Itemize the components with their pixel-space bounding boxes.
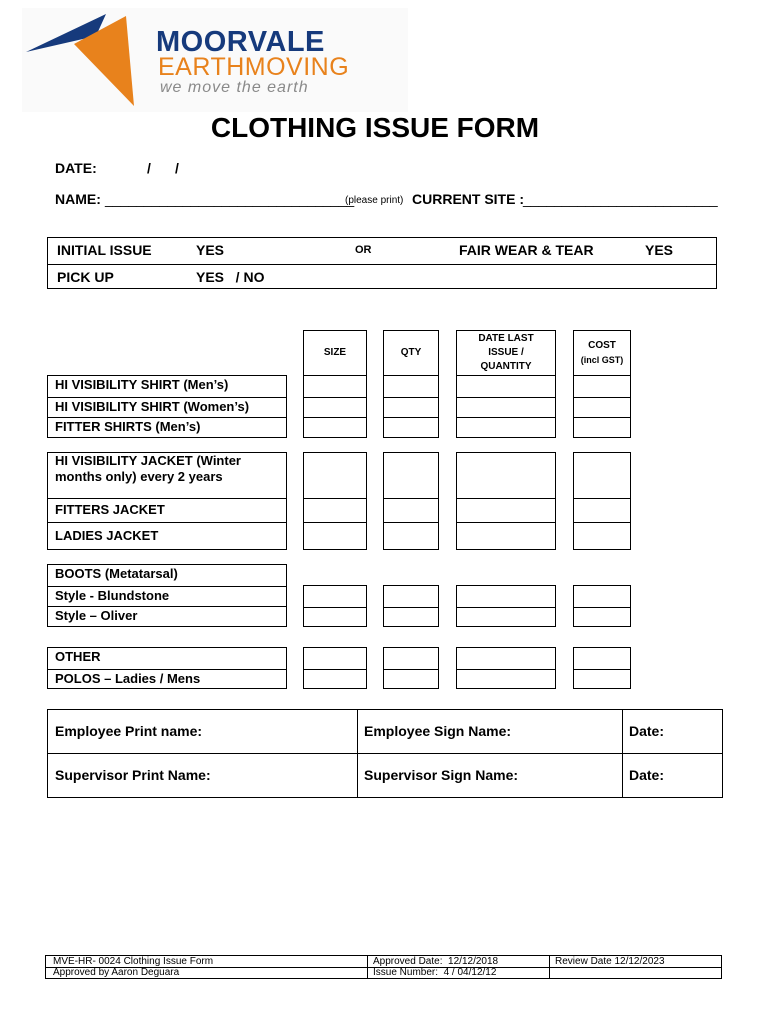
initial-issue-yes[interactable]: YES (196, 242, 225, 258)
divider (48, 753, 722, 754)
list-item (48, 586, 286, 606)
divider (622, 710, 623, 797)
date-last-cells[interactable] (456, 375, 556, 438)
footer-approved-date: Approved Date: 12/12/2018 (373, 956, 499, 967)
size-cells[interactable] (303, 585, 367, 627)
item-label: HI VISIBILITY SHIRT (Men’s) (55, 377, 229, 392)
supervisor-sign-name-field[interactable]: Supervisor Sign Name: (364, 767, 519, 783)
document-footer (45, 955, 722, 979)
item-label: Style – Oliver (55, 608, 138, 623)
size-cells[interactable] (303, 647, 367, 689)
column-header-size (303, 330, 367, 376)
item-label: OTHER (55, 649, 101, 664)
cost-cells[interactable] (573, 647, 631, 689)
list-item (48, 397, 286, 417)
item-label: LADIES JACKET (55, 528, 159, 543)
date-last-cells[interactable] (456, 452, 556, 550)
list-item (48, 648, 286, 669)
name-field[interactable]: ________________________________ (105, 191, 355, 207)
list-item (48, 453, 286, 498)
list-item (48, 376, 286, 397)
employee-sign-name-field[interactable]: Employee Sign Name: (364, 723, 512, 739)
footer-doc-id: MVE-HR- 0024 Clothing Issue Form (53, 956, 214, 967)
other-labels (47, 647, 287, 689)
cost-label: COST (588, 340, 616, 351)
item-label: HI VISIBILITY SHIRT (Women’s) (55, 399, 250, 414)
column-header-date-last (456, 330, 556, 376)
shirts-labels (47, 375, 287, 438)
item-label: POLOS – Ladies / Mens (55, 671, 201, 686)
signature-table (47, 709, 723, 798)
boots-labels (47, 564, 287, 627)
size-label: SIZE (323, 347, 347, 358)
site-field[interactable]: _________________________ (523, 191, 718, 207)
item-label: Style - Blundstone (55, 588, 170, 603)
fair-wear-label: FAIR WEAR & TEAR (459, 242, 594, 258)
supervisor-date-field[interactable]: Date: (629, 767, 665, 783)
item-label: BOOTS (Metatarsal) (55, 566, 178, 581)
employee-print-name-field[interactable]: Employee Print name: (55, 723, 203, 739)
divider (549, 956, 550, 978)
date-last-cells[interactable] (456, 647, 556, 689)
qty-cells[interactable] (383, 375, 439, 438)
date-label: DATE: (55, 160, 97, 176)
name-label: NAME: (55, 191, 101, 207)
site-label: CURRENT SITE : (412, 191, 524, 207)
fair-wear-yes[interactable]: YES (645, 242, 674, 258)
cost-note: (incl GST) (580, 355, 624, 365)
cost-cells[interactable] (573, 375, 631, 438)
footer-review-date: Review Date 12/12/2023 (555, 956, 665, 967)
item-label: HI VISIBILITY JACKET (Winter months only) every 2 years (55, 453, 241, 484)
logo-wordmark: MOORVALE (156, 26, 325, 58)
company-logo (22, 8, 408, 112)
date-last-cells[interactable] (456, 585, 556, 627)
list-item (48, 565, 286, 586)
cost-cells[interactable] (573, 452, 631, 550)
name-hint: (please print) (345, 195, 404, 206)
form-title: CLOTHING ISSUE FORM (210, 112, 540, 143)
size-cells[interactable] (303, 452, 367, 550)
divider (48, 264, 716, 265)
date-last-label: DATE LAST ISSUE / QUANTITY (478, 333, 534, 372)
list-item (48, 606, 286, 626)
qty-cells[interactable] (383, 452, 439, 550)
column-header-cost (573, 330, 631, 376)
or-label: OR (355, 244, 372, 256)
qty-cells[interactable] (383, 585, 439, 627)
date-separator: / (175, 160, 179, 176)
logo-tagline: we move the earth (160, 79, 309, 96)
qty-cells[interactable] (383, 647, 439, 689)
list-item (48, 669, 286, 688)
item-label: FITTER SHIRTS (Men’s) (55, 419, 201, 434)
logo-subwordmark: EARTHMOVING (158, 53, 350, 81)
issue-type-box (47, 237, 717, 289)
size-cells[interactable] (303, 375, 367, 438)
employee-date-field[interactable]: Date: (629, 723, 665, 739)
pickup-options[interactable]: YES / NO (196, 269, 265, 285)
column-header-qty (383, 330, 439, 376)
list-item (48, 417, 286, 437)
jackets-labels (47, 452, 287, 550)
date-separator: / (147, 160, 151, 176)
qty-label: QTY (400, 347, 422, 358)
pickup-label: PICK UP (57, 269, 114, 285)
divider (367, 956, 368, 978)
item-label: FITTERS JACKET (55, 502, 165, 517)
footer-approved-by: Approved by Aaron Deguara (53, 967, 180, 978)
logo-mark-icon (26, 14, 146, 114)
list-item (48, 498, 286, 522)
cost-cells[interactable] (573, 585, 631, 627)
initial-issue-label: INITIAL ISSUE (57, 242, 152, 258)
footer-issue-number: Issue Number: 4 / 04/12/12 (373, 967, 497, 978)
list-item (48, 522, 286, 549)
divider (357, 710, 358, 797)
supervisor-print-name-field[interactable]: Supervisor Print Name: (55, 767, 211, 783)
